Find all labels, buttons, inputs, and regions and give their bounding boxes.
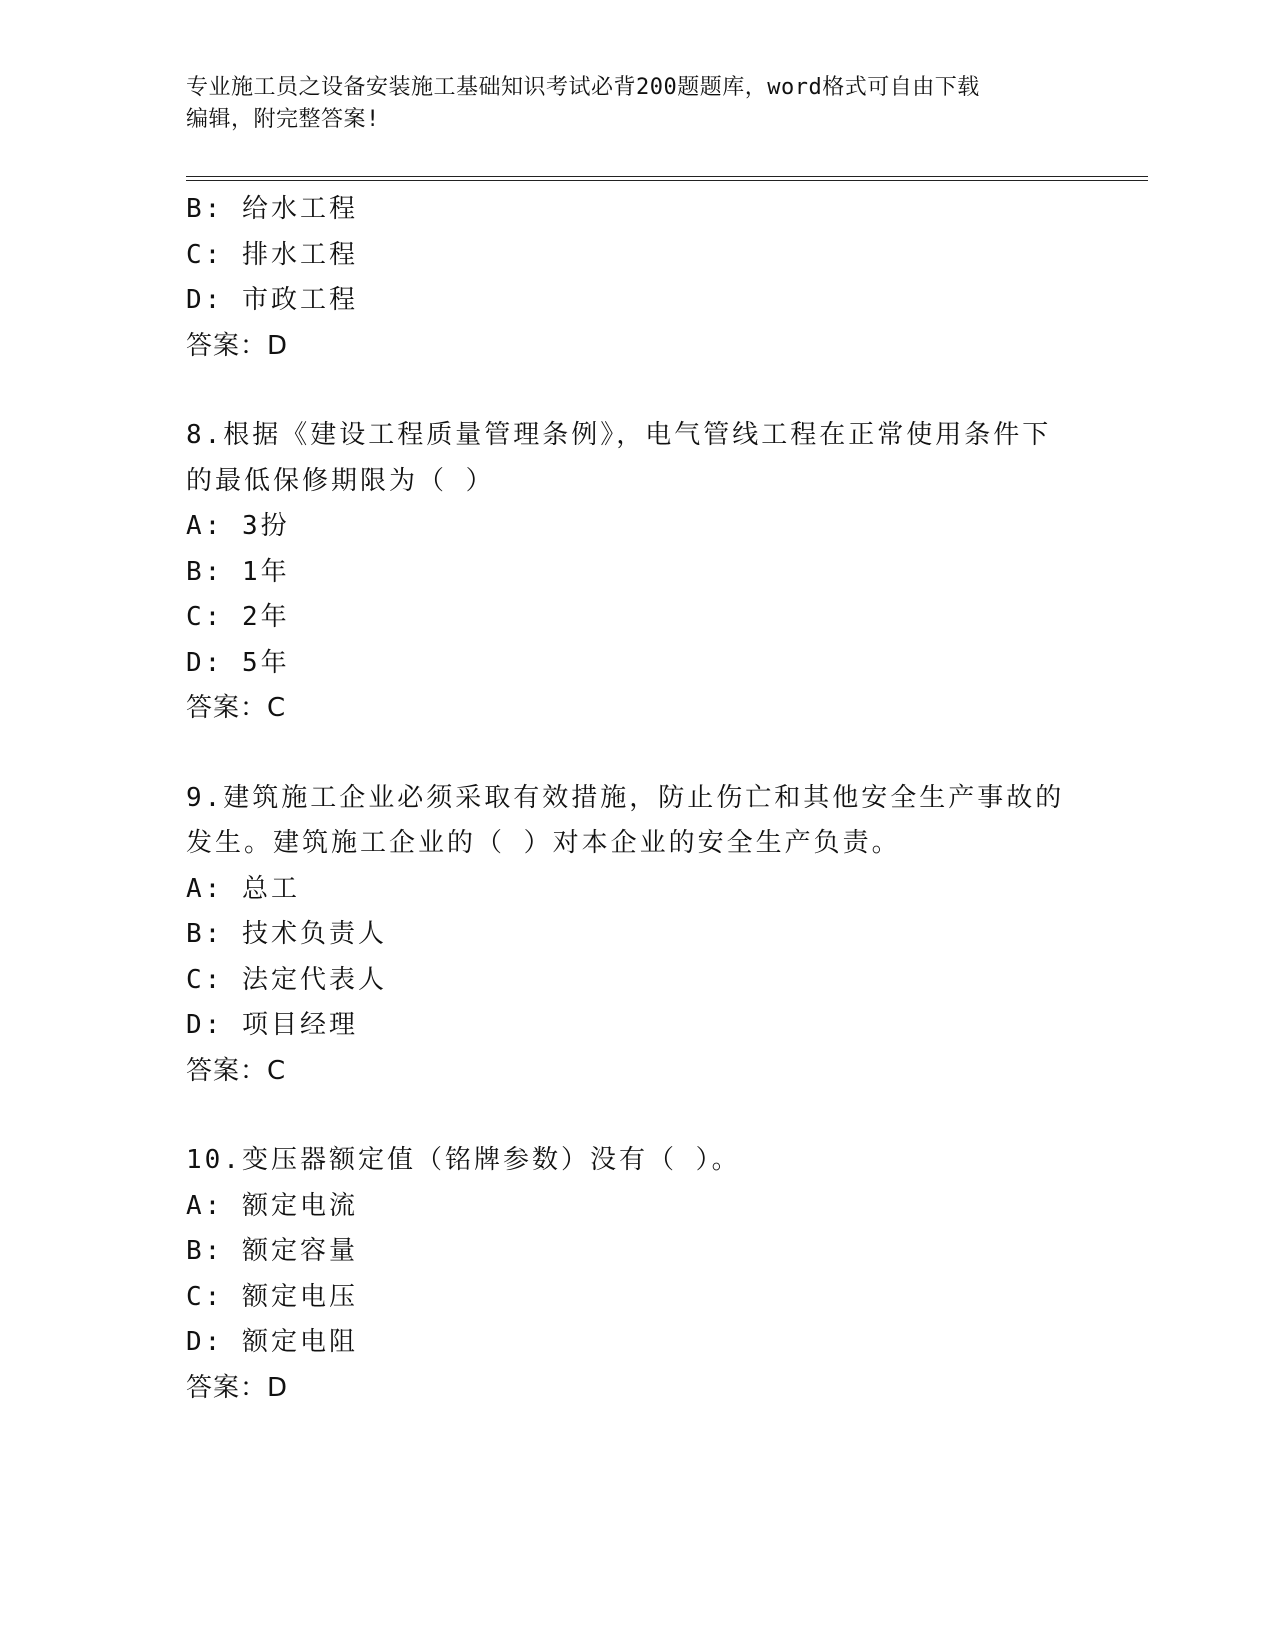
option-c: C: 2年 (186, 602, 290, 632)
answer: 答案：D (186, 1372, 289, 1403)
question-9 (186, 776, 1106, 1095)
page-header (186, 72, 1086, 136)
option-b: B: 额定容量 (186, 1236, 358, 1266)
answer: 答案：C (186, 1055, 287, 1086)
header-divider (186, 176, 1148, 181)
spacer (186, 1094, 1106, 1138)
answer: 答案：D (186, 330, 289, 361)
option-d: D: 市政工程 (186, 285, 358, 315)
question-list (186, 187, 1106, 1411)
question-stem-line: 发生。建筑施工企业的（ ）对本企业的安全生产负责。 (186, 828, 901, 858)
question-stem-line: 10.变压器额定值（铭牌参数）没有（ ）。 (186, 1145, 741, 1175)
option-a: A: 3扮 (186, 511, 290, 541)
spacer (186, 369, 1106, 413)
option-d: D: 5年 (186, 647, 290, 678)
question-10 (186, 1138, 1106, 1411)
option-a: A: 总工 (186, 873, 300, 904)
option-c: C: 额定电压 (186, 1281, 358, 1312)
question-stem-line: 的最低保修期限为（ ） (186, 465, 495, 496)
option-b: B: 1年 (186, 556, 290, 587)
option-d: D: 项目经理 (186, 1010, 358, 1040)
option-c: C: 法定代表人 (186, 964, 387, 995)
question-7-continued (186, 187, 1106, 369)
option-d: D: 额定电阻 (186, 1327, 358, 1357)
option-a: A: 额定电流 (186, 1190, 358, 1221)
question-stem-line: 9.建筑施工企业必须采取有效措施，防止伤亡和其他安全生产事故的 (186, 782, 1065, 813)
header-title-line-1: 专业施工员之设备安装施工基础知识考试必背200题题库，word格式可自由下载 (186, 75, 980, 100)
question-stem-line: 8.根据《建设工程质量管理条例》，电气管线工程在正常使用条件下 (186, 420, 1052, 450)
header-title-line-2: 编辑，附完整答案! (186, 107, 380, 132)
answer: 答案：C (186, 693, 287, 723)
question-8 (186, 413, 1106, 732)
option-b: B: 技术负责人 (186, 919, 387, 949)
spacer (186, 732, 1106, 776)
option-c: C: 排水工程 (186, 239, 358, 270)
option-b: B: 给水工程 (186, 194, 358, 224)
